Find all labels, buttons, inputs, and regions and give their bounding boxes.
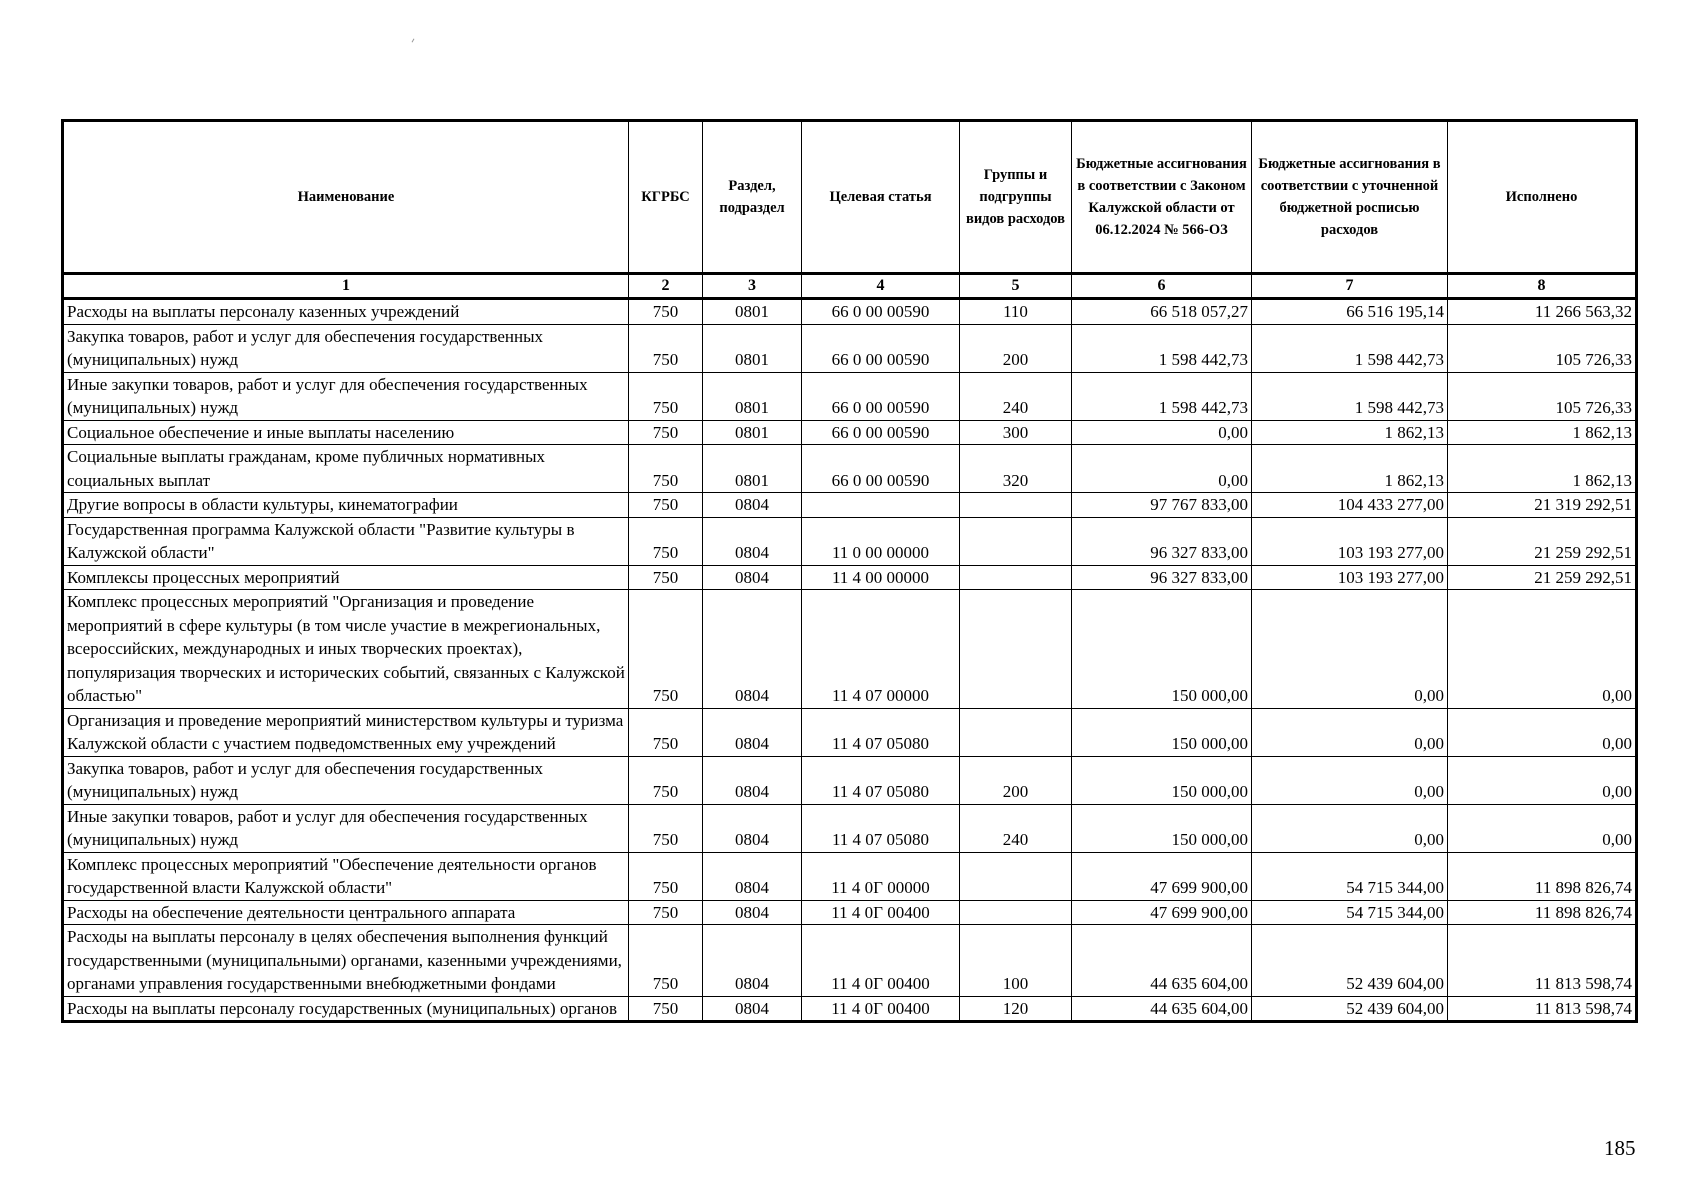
row-executed-amount: 21 319 292,51 — [1448, 493, 1637, 518]
row-target-article: 11 4 07 05080 — [802, 708, 960, 756]
table-row — [63, 493, 1637, 518]
header-section: Раздел, подраздел — [703, 121, 802, 274]
row-kgrbs: 750 — [629, 299, 703, 325]
header-kgrbs: КГРБС — [629, 121, 703, 274]
row-expense-group — [960, 852, 1072, 900]
row-executed-amount: 0,00 — [1448, 756, 1637, 804]
row-expense-group: 100 — [960, 925, 1072, 997]
row-name: Расходы на выплаты персоналу казенных учреждений — [63, 299, 629, 325]
row-kgrbs: 750 — [629, 324, 703, 372]
row-executed-amount: 0,00 — [1448, 804, 1637, 852]
header-name: Наименование — [63, 121, 629, 274]
row-section: 0804 — [703, 493, 802, 518]
row-target-article: 11 4 0Г 00400 — [802, 925, 960, 997]
row-refined-amount: 103 193 277,00 — [1252, 565, 1448, 590]
table-row — [63, 900, 1637, 925]
column-number: 3 — [703, 274, 802, 299]
table-row — [63, 590, 1637, 709]
row-section: 0804 — [703, 517, 802, 565]
row-target-article — [802, 493, 960, 518]
column-number: 1 — [63, 274, 629, 299]
row-expense-group: 240 — [960, 372, 1072, 420]
row-target-article: 11 4 0Г 00000 — [802, 852, 960, 900]
row-kgrbs: 750 — [629, 372, 703, 420]
row-executed-amount: 0,00 — [1448, 590, 1637, 709]
row-kgrbs: 750 — [629, 852, 703, 900]
table-row — [63, 804, 1637, 852]
row-expense-group: 240 — [960, 804, 1072, 852]
row-law-amount: 1 598 442,73 — [1072, 372, 1252, 420]
row-law-amount: 96 327 833,00 — [1072, 565, 1252, 590]
table-row — [63, 565, 1637, 590]
table-row — [63, 372, 1637, 420]
header-expense-groups: Группы и подгруппы видов расходов — [960, 121, 1072, 274]
table-row — [63, 708, 1637, 756]
row-kgrbs: 750 — [629, 565, 703, 590]
row-executed-amount: 21 259 292,51 — [1448, 517, 1637, 565]
table-row — [63, 852, 1637, 900]
row-section: 0804 — [703, 590, 802, 709]
row-refined-amount: 0,00 — [1252, 708, 1448, 756]
column-number: 8 — [1448, 274, 1637, 299]
row-refined-amount: 103 193 277,00 — [1252, 517, 1448, 565]
column-number: 2 — [629, 274, 703, 299]
row-section: 0804 — [703, 900, 802, 925]
column-number: 6 — [1072, 274, 1252, 299]
row-refined-amount: 1 598 442,73 — [1252, 324, 1448, 372]
row-section: 0804 — [703, 708, 802, 756]
row-refined-amount: 66 516 195,14 — [1252, 299, 1448, 325]
row-kgrbs: 750 — [629, 493, 703, 518]
row-executed-amount: 21 259 292,51 — [1448, 565, 1637, 590]
row-refined-amount: 54 715 344,00 — [1252, 852, 1448, 900]
row-law-amount: 150 000,00 — [1072, 708, 1252, 756]
row-refined-amount: 0,00 — [1252, 804, 1448, 852]
row-target-article: 11 4 00 00000 — [802, 565, 960, 590]
row-name: Закупка товаров, работ и услуг для обеспечения государственных (муниципальных) нужд — [63, 324, 629, 372]
row-name: Закупка товаров, работ и услуг для обеспечения государственных (муниципальных) нужд — [63, 756, 629, 804]
row-expense-group — [960, 590, 1072, 709]
row-expense-group — [960, 517, 1072, 565]
row-kgrbs: 750 — [629, 517, 703, 565]
row-refined-amount: 54 715 344,00 — [1252, 900, 1448, 925]
row-kgrbs: 750 — [629, 590, 703, 709]
row-section: 0804 — [703, 756, 802, 804]
row-law-amount: 44 635 604,00 — [1072, 925, 1252, 997]
row-executed-amount: 105 726,33 — [1448, 372, 1637, 420]
row-kgrbs: 750 — [629, 708, 703, 756]
budget-table — [61, 119, 1638, 1023]
row-section: 0801 — [703, 299, 802, 325]
row-refined-amount: 0,00 — [1252, 756, 1448, 804]
row-law-amount: 150 000,00 — [1072, 804, 1252, 852]
row-name: Комплекс процессных мероприятий "Организация и проведение мероприятий в сфере культуры (в том числе участие в межрегиональных, всероссийских, международных и иных творческих проектах), популяризация творческих и исторических событий, связанных с Калужской областью" — [63, 590, 629, 709]
row-name: Социальное обеспечение и иные выплаты населению — [63, 420, 629, 445]
row-refined-amount: 1 598 442,73 — [1252, 372, 1448, 420]
row-kgrbs: 750 — [629, 996, 703, 1022]
row-expense-group — [960, 900, 1072, 925]
row-section: 0801 — [703, 372, 802, 420]
row-name: Государственная программа Калужской области "Развитие культуры в Калужской области" — [63, 517, 629, 565]
row-section: 0804 — [703, 804, 802, 852]
row-expense-group: 200 — [960, 324, 1072, 372]
row-refined-amount: 1 862,13 — [1252, 445, 1448, 493]
row-target-article: 11 4 07 00000 — [802, 590, 960, 709]
row-executed-amount: 11 813 598,74 — [1448, 996, 1637, 1022]
row-law-amount: 47 699 900,00 — [1072, 852, 1252, 900]
row-name: Расходы на обеспечение деятельности центрального аппарата — [63, 900, 629, 925]
row-expense-group: 300 — [960, 420, 1072, 445]
row-target-article: 66 0 00 00590 — [802, 299, 960, 325]
row-name: Комплексы процессных мероприятий — [63, 565, 629, 590]
row-refined-amount: 1 862,13 — [1252, 420, 1448, 445]
row-expense-group: 320 — [960, 445, 1072, 493]
row-target-article: 11 4 07 05080 — [802, 804, 960, 852]
row-target-article: 66 0 00 00590 — [802, 420, 960, 445]
row-section: 0804 — [703, 996, 802, 1022]
column-number: 7 — [1252, 274, 1448, 299]
table-row — [63, 324, 1637, 372]
row-name: Иные закупки товаров, работ и услуг для обеспечения государственных (муниципальных) нужд — [63, 372, 629, 420]
row-law-amount: 0,00 — [1072, 420, 1252, 445]
row-refined-amount: 0,00 — [1252, 590, 1448, 709]
row-law-amount: 47 699 900,00 — [1072, 900, 1252, 925]
row-executed-amount: 11 898 826,74 — [1448, 852, 1637, 900]
row-target-article: 11 4 0Г 00400 — [802, 996, 960, 1022]
row-executed-amount: 11 898 826,74 — [1448, 900, 1637, 925]
column-number: 5 — [960, 274, 1072, 299]
row-name: Иные закупки товаров, работ и услуг для обеспечения государственных (муниципальных) нужд — [63, 804, 629, 852]
row-expense-group: 120 — [960, 996, 1072, 1022]
table-row — [63, 925, 1637, 997]
row-expense-group: 110 — [960, 299, 1072, 325]
row-section: 0801 — [703, 445, 802, 493]
row-kgrbs: 750 — [629, 445, 703, 493]
row-section: 0804 — [703, 565, 802, 590]
row-law-amount: 150 000,00 — [1072, 756, 1252, 804]
row-expense-group: 200 — [960, 756, 1072, 804]
column-number-row — [63, 274, 1637, 299]
table-row — [63, 996, 1637, 1022]
row-law-amount: 150 000,00 — [1072, 590, 1252, 709]
row-executed-amount: 0,00 — [1448, 708, 1637, 756]
row-law-amount: 97 767 833,00 — [1072, 493, 1252, 518]
row-name: Расходы на выплаты персоналу государственных (муниципальных) органов — [63, 996, 629, 1022]
row-refined-amount: 104 433 277,00 — [1252, 493, 1448, 518]
header-refined-allocations: Бюджетные ассигнования в соответствии с уточненной бюджетной росписью расходов — [1252, 121, 1448, 274]
column-number: 4 — [802, 274, 960, 299]
header-executed: Исполнено — [1448, 121, 1637, 274]
table-body — [63, 299, 1637, 1022]
row-law-amount: 44 635 604,00 — [1072, 996, 1252, 1022]
row-refined-amount: 52 439 604,00 — [1252, 925, 1448, 997]
page-number: 185 — [1604, 1136, 1636, 1160]
row-section: 0801 — [703, 420, 802, 445]
table-row — [63, 756, 1637, 804]
row-name: Другие вопросы в области культуры, кинематографии — [63, 493, 629, 518]
row-executed-amount: 11 813 598,74 — [1448, 925, 1637, 997]
row-kgrbs: 750 — [629, 420, 703, 445]
row-executed-amount: 1 862,13 — [1448, 445, 1637, 493]
row-refined-amount: 52 439 604,00 — [1252, 996, 1448, 1022]
row-section: 0801 — [703, 324, 802, 372]
row-executed-amount: 11 266 563,32 — [1448, 299, 1637, 325]
row-name: Социальные выплаты гражданам, кроме публичных нормативных социальных выплат — [63, 445, 629, 493]
row-kgrbs: 750 — [629, 804, 703, 852]
row-section: 0804 — [703, 852, 802, 900]
row-target-article: 66 0 00 00590 — [802, 324, 960, 372]
table-row — [63, 420, 1637, 445]
row-kgrbs: 750 — [629, 925, 703, 997]
table-row — [63, 445, 1637, 493]
row-target-article: 11 4 0Г 00400 — [802, 900, 960, 925]
header-target-article: Целевая статья — [802, 121, 960, 274]
scan-mark — [412, 39, 415, 43]
row-section: 0804 — [703, 925, 802, 997]
row-law-amount: 96 327 833,00 — [1072, 517, 1252, 565]
row-name: Комплекс процессных мероприятий "Обеспечение деятельности органов государственной власти Калужской области" — [63, 852, 629, 900]
table-row — [63, 299, 1637, 325]
row-name: Организация и проведение мероприятий министерством культуры и туризма Калужской области с участием подведомственных ему учреждений — [63, 708, 629, 756]
row-target-article: 66 0 00 00590 — [802, 372, 960, 420]
row-name: Расходы на выплаты персоналу в целях обеспечения выполнения функций государственными (муниципальными) органами, казенными учреждениями, органами управления государственными внебюджетными фондами — [63, 925, 629, 997]
header-row — [63, 121, 1637, 274]
row-expense-group — [960, 493, 1072, 518]
row-law-amount: 66 518 057,27 — [1072, 299, 1252, 325]
row-target-article: 11 0 00 00000 — [802, 517, 960, 565]
row-expense-group — [960, 708, 1072, 756]
table-row — [63, 517, 1637, 565]
row-target-article: 66 0 00 00590 — [802, 445, 960, 493]
row-kgrbs: 750 — [629, 756, 703, 804]
header-law-allocations: Бюджетные ассигнования в соответствии с Законом Калужской области от 06.12.2024 № 566-ОЗ — [1072, 121, 1252, 274]
row-law-amount: 0,00 — [1072, 445, 1252, 493]
row-executed-amount: 105 726,33 — [1448, 324, 1637, 372]
row-target-article: 11 4 07 05080 — [802, 756, 960, 804]
row-executed-amount: 1 862,13 — [1448, 420, 1637, 445]
row-law-amount: 1 598 442,73 — [1072, 324, 1252, 372]
row-expense-group — [960, 565, 1072, 590]
row-kgrbs: 750 — [629, 900, 703, 925]
